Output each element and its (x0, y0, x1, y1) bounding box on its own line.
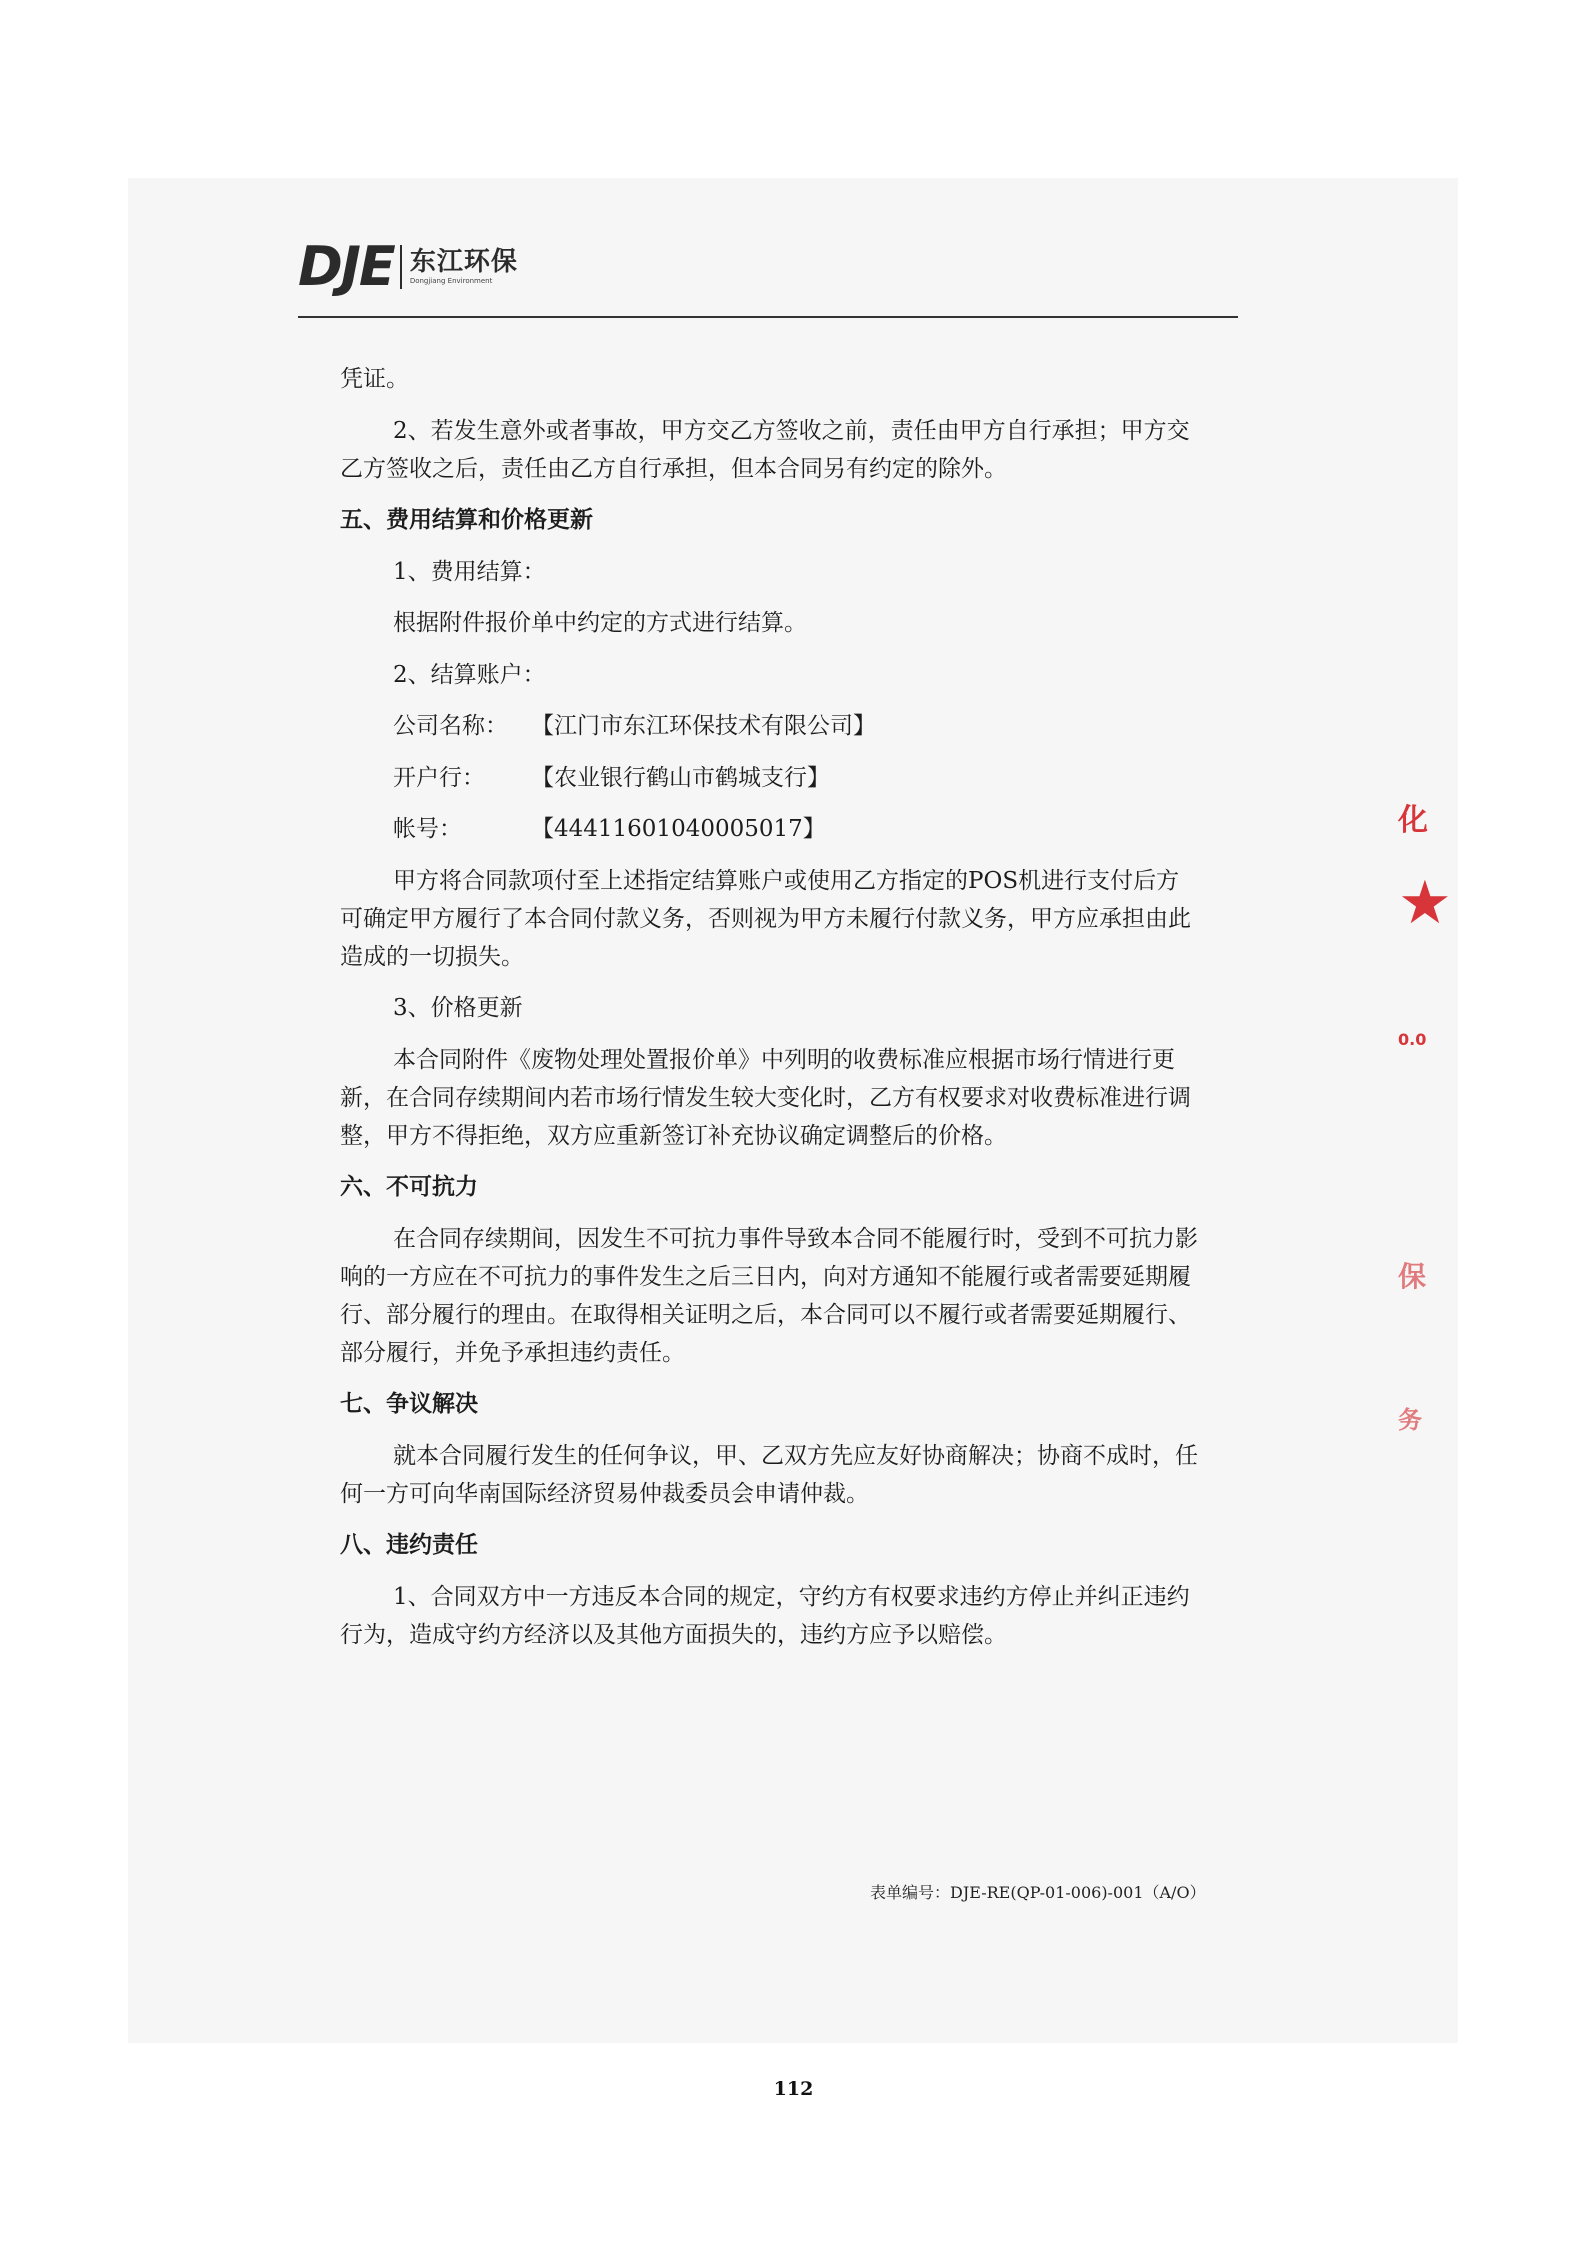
paragraph: 本合同附件《废物处理处置报价单》中列明的收费标准应根据市场行情进行更新，在合同存续期间内若市场行情发生较大变化时，乙方有权要求对收费标准进行调整，甲方不得拒绝，双方应重新签订补充协议确定调整后的价格。 (340, 1046, 1191, 1149)
account-bank-label: 开户行： (393, 764, 485, 791)
seal-fragment: 务 (1398, 1406, 1422, 1434)
paragraph: 甲方将合同款项付至上述指定结算账户或使用乙方指定的POS机进行支付后方可确定甲方履行了本合同付款义务，否则视为甲方未履行付款义务，甲方应承担由此造成的一切损失。 (340, 867, 1191, 970)
account-bank-value: 【农业银行鹤山市鹤城支行】 (531, 764, 830, 791)
section-heading: 五、费用结算和价格更新 (340, 507, 593, 533)
account-number-label: 帐号： (393, 816, 462, 842)
section-heading: 七、争议解决 (340, 1391, 478, 1417)
account-company-value: 【江门市东江环保技术有限公司】 (531, 713, 876, 739)
section-heading: 六、不可抗力 (340, 1174, 478, 1200)
form-number: 表单编号：DJE-RE(QP-01-006)-001（A/O） (870, 1883, 1206, 1902)
account-bank (340, 759, 1200, 797)
paragraph: 在合同存续期间，因发生不可抗力事件导致本合同不能履行时，受到不可抗力影响的一方应在不可抗力的事件发生之后三日内，向对方通知不能履行或者需要延期履行、部分履行的理由。在取得相关证明之后，本合同可以不履行或者需要延期履行、部分履行，并免予承担违约责任。 (340, 1225, 1198, 1366)
document-body (340, 360, 1200, 1667)
seal-fragment: 保 (1398, 1260, 1427, 1293)
paragraph: 2、若发生意外或者事故，甲方交乙方签收之前，责任由甲方自行承担；甲方交乙方签收之后，责任由乙方自行承担，但本合同另有约定的除外。 (340, 417, 1190, 482)
paragraph: 就本合同履行发生的任何争议，甲、乙双方先应友好协商解决；协商不成时，任何一方可向华南国际经济贸易仲裁委员会申请仲裁。 (340, 1442, 1198, 1507)
paragraph: 根据附件报价单中约定的方式进行结算。 (393, 610, 807, 636)
logo-name-en: Dongjiang Environment (409, 277, 493, 285)
paragraph: 凭证。 (340, 366, 409, 392)
paragraph: 1、费用结算： (393, 558, 546, 585)
page-number: 112 (773, 2078, 814, 2100)
logo-text (410, 249, 518, 285)
paragraph: 3、价格更新 (393, 995, 523, 1021)
account-company (340, 707, 1200, 745)
account-number-value: 【44411601040005017】 (531, 816, 826, 842)
paragraph: 1、合同双方中一方违反本合同的规定，守约方有权要求违约方停止并纠正违约行为，造成守约方经济以及其他方面损失的，违约方应予以赔偿。 (340, 1583, 1190, 1648)
paragraph: 2、结算账户： (393, 661, 546, 688)
logo-name-cn: 东江环保 (409, 247, 518, 277)
account-company-label: 公司名称： (393, 713, 508, 739)
account-number (340, 810, 1200, 848)
section-heading: 八、违约责任 (340, 1532, 478, 1558)
header-rule (298, 316, 1238, 318)
logo-separator (400, 245, 402, 289)
seal-fragment: 0.0 (1398, 1030, 1427, 1049)
company-logo (298, 232, 518, 302)
logo-mark: DJE (298, 235, 394, 298)
seal-star-icon: ★ (1398, 868, 1452, 938)
seal-fragment: 化 (1398, 803, 1428, 838)
